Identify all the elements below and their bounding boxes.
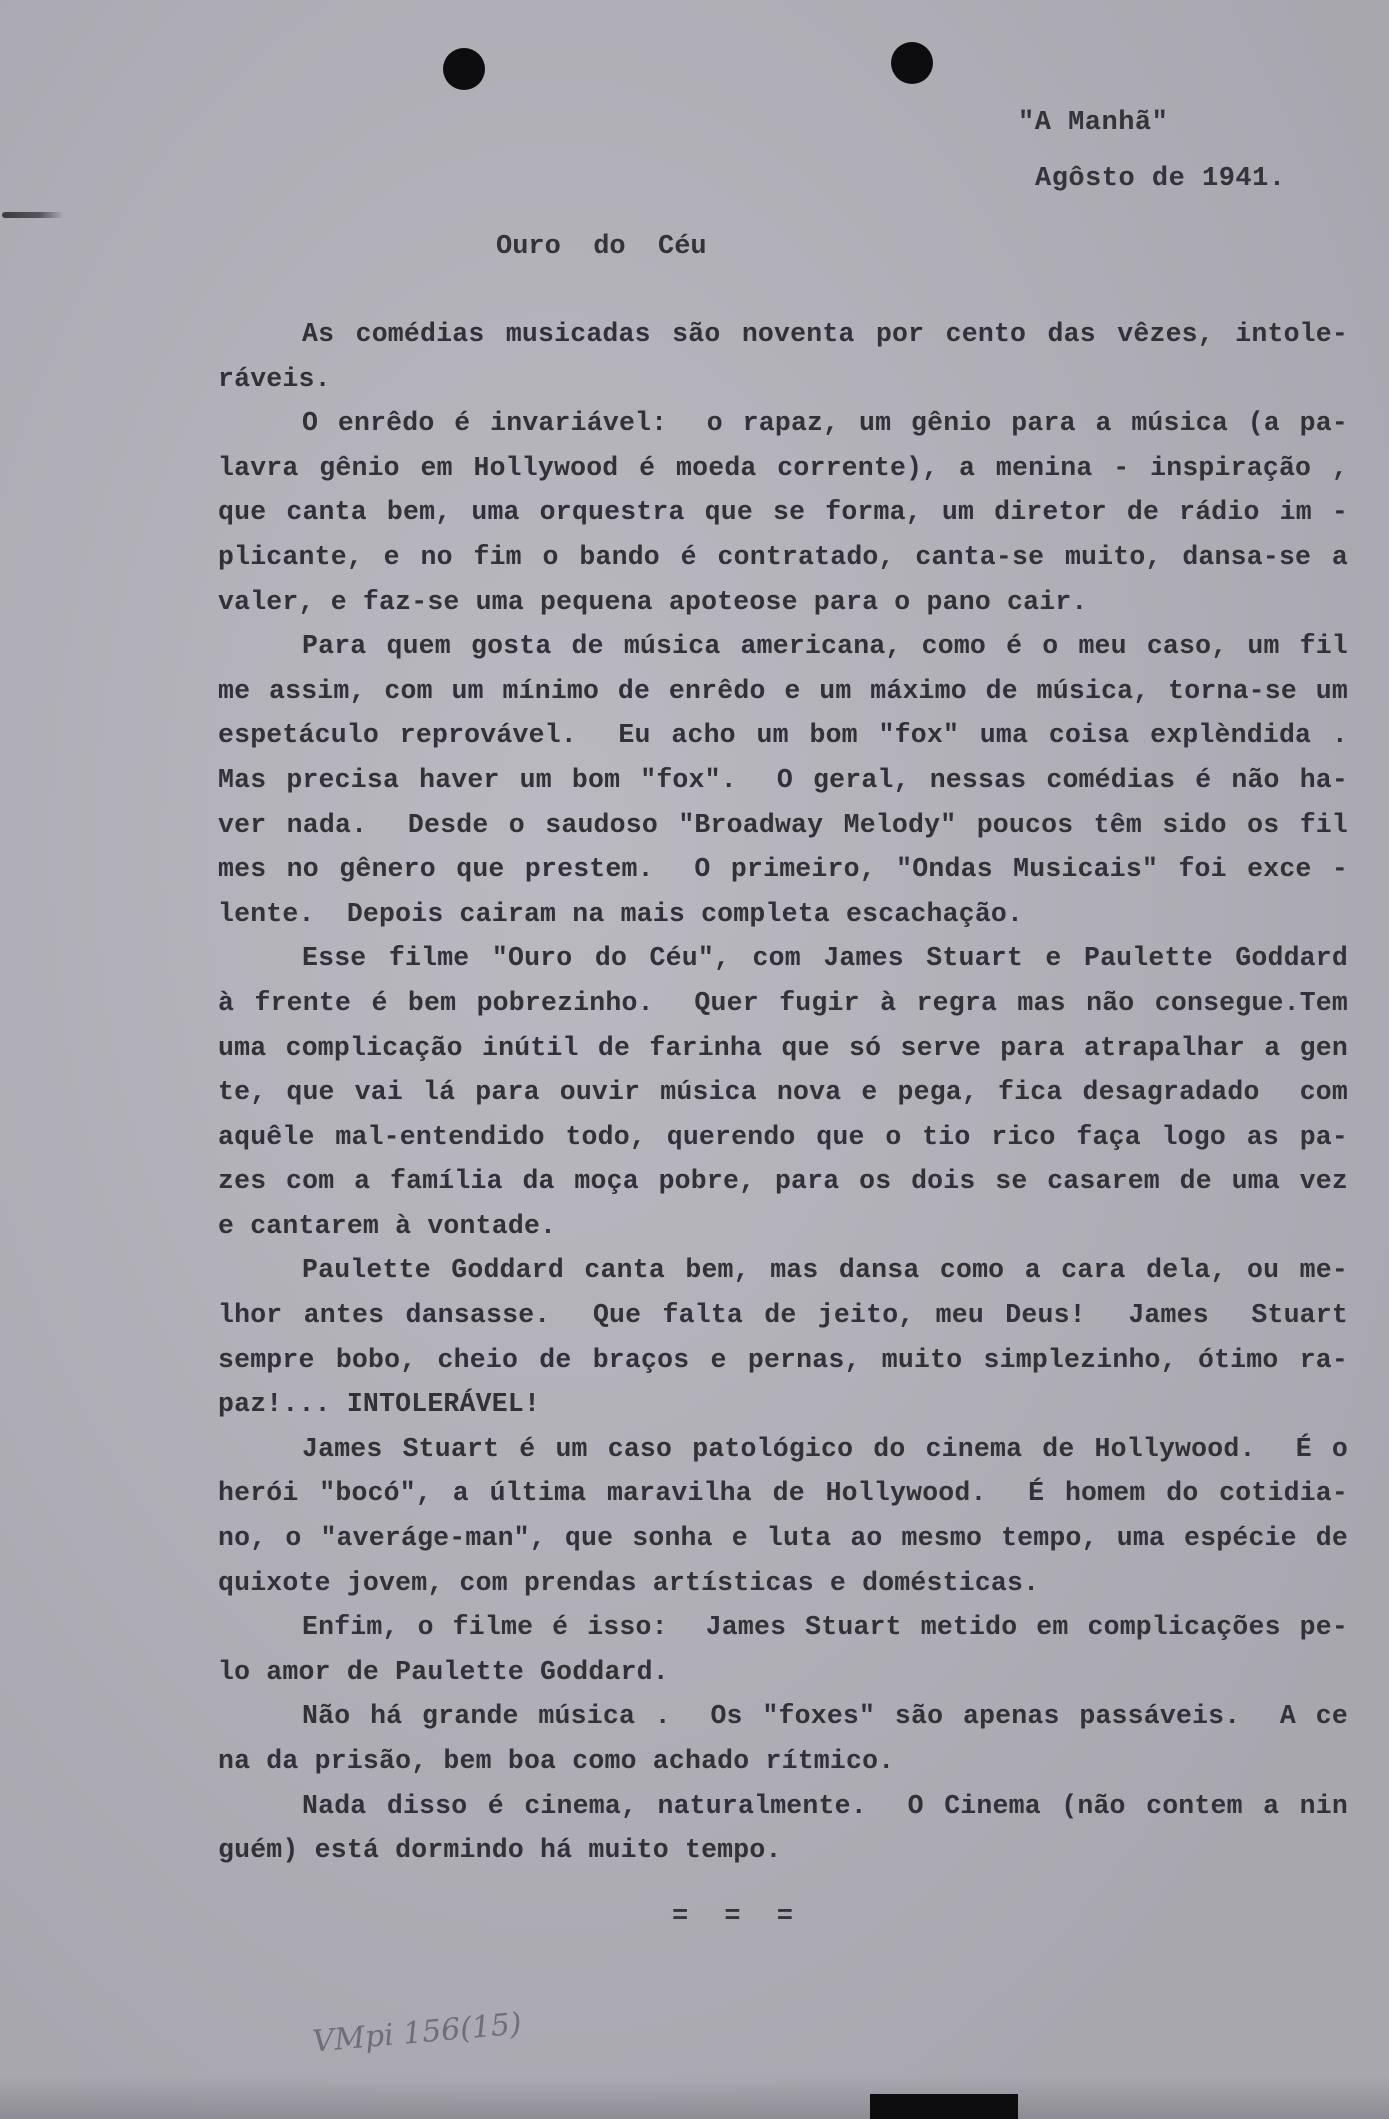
text-line: espetáculo reprovável. Eu acho um bom "fox" uma coisa explèndida . bbox=[218, 720, 1348, 751]
text-line: me assim, com um mínimo de enrêdo e um máximo de música, torna-se um bbox=[218, 675, 1348, 706]
text-line: Não há grande música . Os "foxes" são apenas passáveis. A ce bbox=[302, 1701, 1348, 1732]
text-line: Para quem gosta de música americana, como é o meu caso, um fil bbox=[302, 631, 1348, 662]
text-line: ráveis. bbox=[218, 363, 331, 394]
bottom-tab bbox=[870, 2094, 1018, 2119]
text-line: te, que vai lá para ouvir música nova e pega, fica desagradado com bbox=[218, 1077, 1348, 1108]
text-line: valer, e faz-se uma pequena apoteose para o pano cair. bbox=[218, 586, 1088, 617]
text-line: Paulette Goddard canta bem, mas dansa como a cara dela, ou me- bbox=[302, 1255, 1348, 1286]
text-line: lente. Depois cairam na mais completa escachação. bbox=[218, 898, 1024, 929]
text-line: ver nada. Desde o saudoso "Broadway Melody" poucos têm sido os fil bbox=[218, 809, 1348, 840]
text-line: As comédias musicadas são noventa por cento das vêzes, intole- bbox=[302, 319, 1348, 349]
text-line: herói "bocó", a última maravilha de Hollywood. É homem do cotidia- bbox=[218, 1478, 1348, 1509]
text-line: James Stuart é um caso patológico do cinema de Hollywood. É o bbox=[302, 1433, 1348, 1464]
text-line: guém) está dormindo há muito tempo. bbox=[218, 1835, 782, 1866]
text-line: que canta bem, uma orquestra que se forma, um diretor de rádio im - bbox=[218, 497, 1348, 528]
end-separator: = = = bbox=[672, 1902, 804, 1932]
text-line: Enfim, o filme é isso: James Stuart metido em complicações pe- bbox=[302, 1612, 1348, 1643]
text-line: zes com a família da moça pobre, para os dois se casarem de uma vez bbox=[218, 1166, 1348, 1197]
article-title: Ouro do Céu bbox=[496, 232, 707, 262]
archive-mark-text: VMpi 156(15) bbox=[311, 2006, 524, 2060]
text-line: à frente é bem pobrezinho. Quer fugir à regra mas não consegue.Tem bbox=[218, 987, 1348, 1018]
text-line: lo amor de Paulette Goddard. bbox=[218, 1656, 669, 1687]
bottom-edge-shadow bbox=[0, 2076, 1389, 2119]
text-line: uma complicação inútil de farinha que só serve para atrapalhar a gen bbox=[218, 1032, 1348, 1063]
text-line: sempre bobo, cheio de braços e pernas, muito simplezinho, ótimo ra- bbox=[218, 1344, 1348, 1375]
newspaper-name: "A Manhã" bbox=[1018, 108, 1169, 138]
text-line: Esse filme "Ouro do Céu", com James Stuart e Paulette Goddard bbox=[302, 943, 1348, 974]
edge-stain bbox=[2, 212, 64, 218]
text-line: no, o "averáge-man", que sonha e luta ao mesmo tempo, uma espécie de bbox=[218, 1523, 1348, 1554]
text-line: plicante, e no fim o bando é contratado, canta-se muito, dansa-se a bbox=[218, 541, 1348, 572]
article-body bbox=[218, 312, 1348, 1873]
archive-mark-handwritten bbox=[310, 2000, 524, 2060]
text-line: e cantarem à vontade. bbox=[218, 1210, 557, 1241]
publication-date: Agôsto de 1941. bbox=[1035, 164, 1286, 194]
text-line: O enrêdo é invariável: o rapaz, um gênio para a música (a pa- bbox=[302, 408, 1348, 439]
text-line: lavra gênio em Hollywood é moeda corrente), a menina - inspiração , bbox=[218, 452, 1348, 483]
text-line: Nada disso é cinema, naturalmente. O Cinema (não contem a nin bbox=[302, 1790, 1348, 1821]
text-line: mes no gênero que prestem. O primeiro, "Ondas Musicais" foi exce - bbox=[218, 854, 1348, 885]
text-line: paz!... INTOLERÁVEL! bbox=[218, 1389, 541, 1420]
text-line: Mas precisa haver um bom "fox". O geral, nessas comédias é não ha- bbox=[218, 764, 1348, 795]
text-line: lhor antes dansasse. Que falta de jeito, meu Deus! James Stuart bbox=[218, 1300, 1348, 1331]
text-line: na da prisão, bem boa como achado rítmico. bbox=[218, 1746, 895, 1776]
text-line: quixote jovem, com prendas artísticas e domésticas. bbox=[218, 1567, 1040, 1598]
punch-hole-left bbox=[443, 48, 485, 90]
punch-hole-right bbox=[891, 42, 933, 84]
text-line: aquêle mal-entendido todo, querendo que o tio rico faça logo as pa- bbox=[218, 1121, 1348, 1152]
